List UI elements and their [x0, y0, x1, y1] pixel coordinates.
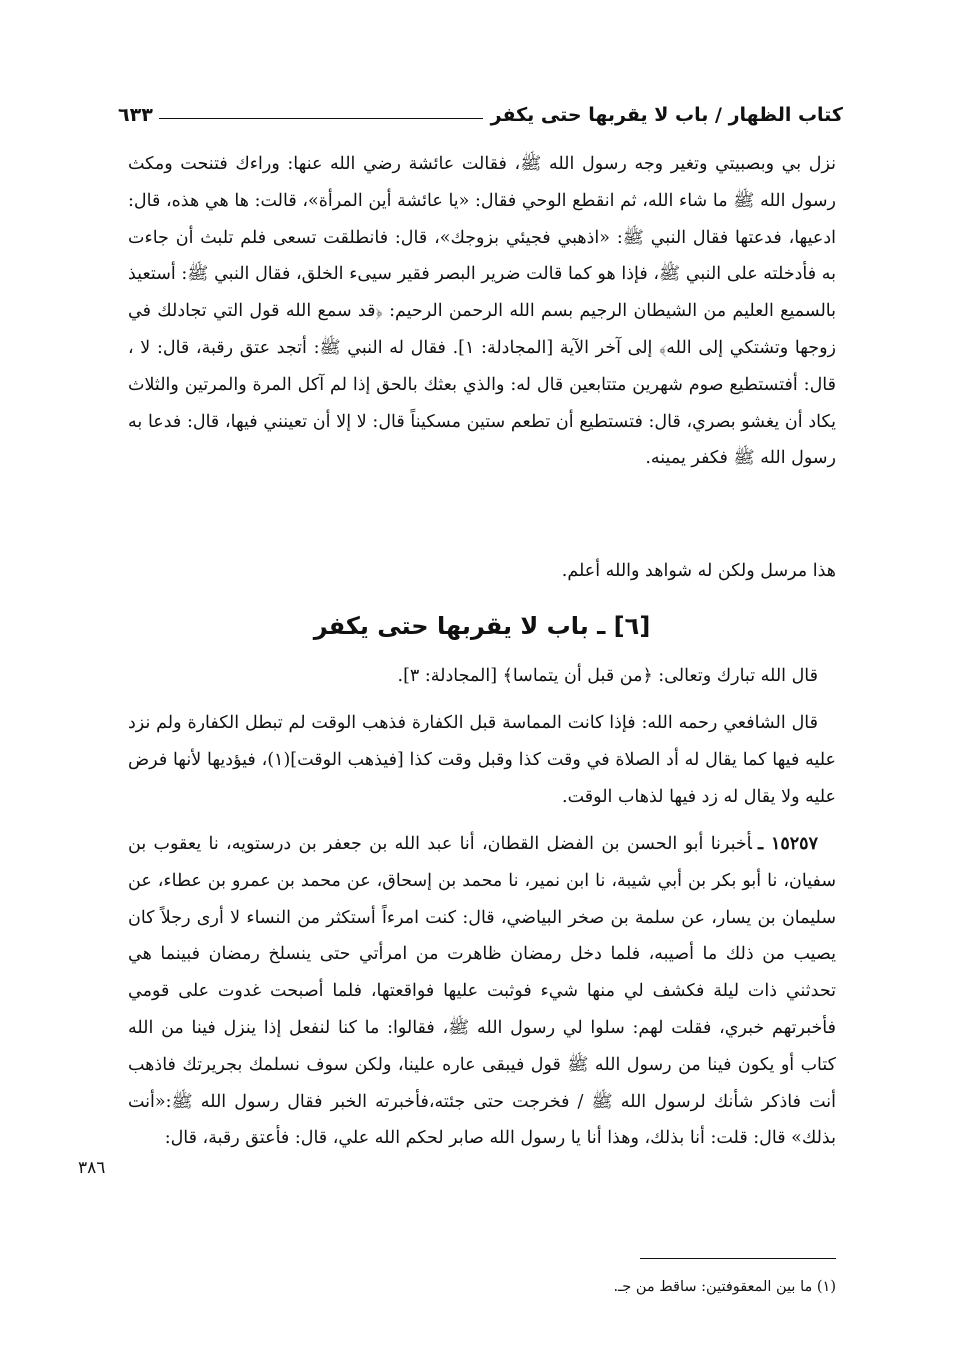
header-rule [159, 118, 483, 119]
header-title: كتاب الظهار / باب لا يقربها حتى يكفر [490, 104, 843, 126]
paragraph-grading: هذا مرسل ولكن له شواهد والله أعلم. [561, 561, 836, 581]
running-header [118, 92, 843, 126]
hadith-number: ١٥٢٥٧ ـ [758, 834, 818, 854]
hadith-15257-text: أخبرنا أبو الحسن بن الفضل القطان، أنا عبد الله بن جعفر بن درستويه، نا يعقوب بن سفيان، نا أبو بكر بن أبي شيبة، نا ابن نمير، نا محمد بن إسحاق، عن محمد بن عمرو بن عطاء، عن سليمان بن يسار، عن سلمة بن صخر البياضي، قال: كنت امرءاً أستكثر من النساء لا أرى رجلاً كان يصيب من ذلك ما أصيبه، فلما دخل رمضان ظاهرت من امرأتي حتى ينسلخ رمضان فبينما هي تحدثني ذات ليلة فكشف لي منها شيء فوثبت عليها فواقعتها، فلما أصبحت غدوت على قومي فأخبرتهم خبري، فقلت لهم: سلوا لي رسول الله ﷺ، فقالوا: ما كنا لنفعل إذا ينزل فينا من الله كتاب أو يكون فينا من رسول الله ﷺ قول فيبقى عاره علينا، ولكن سوف نسلمك بجريرتك فاذهب أنت فاذكر شأنك لرسول الله ﷺ / فخرجت حتى جئته،فأخبرته الخبر فقال رسول الله ﷺ:«أنت بذلك» قال: قلت: أنا بذلك، وهذا أنا يا رسول الله صابر لحكم الله علي، قال: فأعتق رقبة، قال: [128, 834, 836, 1149]
margin-manuscript-reference: ٣٨٦ [78, 1158, 106, 1178]
paragraph-hadith-continuation: نزل بي وبصبيتي وتغير وجه رسول الله ﷺ، فقالت عائشة رضي الله عنها: وراءك فتنحت ومكث رسول الله ﷺ ما شاء الله، ثم انقطع الوحي فقال: «يا عائشة أين المرأة»، قالت: ها هي هذه، قال: ادعيها، فدعتها فقال النبي ﷺ: «اذهبي فجيئي بزوجك»، قال: فانطلقت تسعى فلم تلبث أن جاءت به فأدخلته على النبي ﷺ، فإذا هو كما قالت ضرير البصر فقير سيىء الخلق، فقال النبي ﷺ: أستعيذ بالسميع العليم من الشيطان الرجيم بسم الله الرحمن الرحيم: ﴿قد سمع الله قول التي تجادلك في زوجها وتشتكي إلى الله﴾ إلى آخر الآية [المجادلة: ١]. فقال له النبي ﷺ: أتجد عتق رقبة، قال: لا ، قال: أفتستطيع صوم شهرين متتابعين قال له: والذي بعثك بالحق إذا لم آكل المرة والمرتين والثلاث يكاد أن يغشو بصري، قال: فتستطيع أن تطعم ستين مسكيناً قال: لا إلا أن تعينني فيها، قال: فدعا به رسول الله ﷺ فكفر يمينه. [128, 154, 837, 469]
page-number: ٦٣٣ [118, 104, 153, 126]
footnote-divider [640, 1258, 836, 1259]
footnote: (١) ما بين المعقوفتين: ساقط من جـ. [613, 1279, 836, 1295]
paragraph-verse: قال الله تبارك وتعالى: ﴿من قبل أن يتماسا﴾ [المجادلة: ٣]. [397, 666, 818, 686]
chapter-heading: [٦] ـ باب لا يقربها حتى يكفر [313, 612, 651, 640]
paragraph-shafii: قال الشافعي رحمه الله: فإذا كانت المماسة قبل الكفارة فذهب الوقت لم تبطل الكفارة ولم نزد عليه فيها كما يقال له أد الصلاة في وقت كذا وقبل وقت كذا [فيذهب الوقت](١)، فيؤديها لأنها فرض عليه ولا يقال له زد فيها لذهاب الوقت. [128, 713, 837, 807]
paragraph-hadith-15257 [128, 826, 836, 1157]
